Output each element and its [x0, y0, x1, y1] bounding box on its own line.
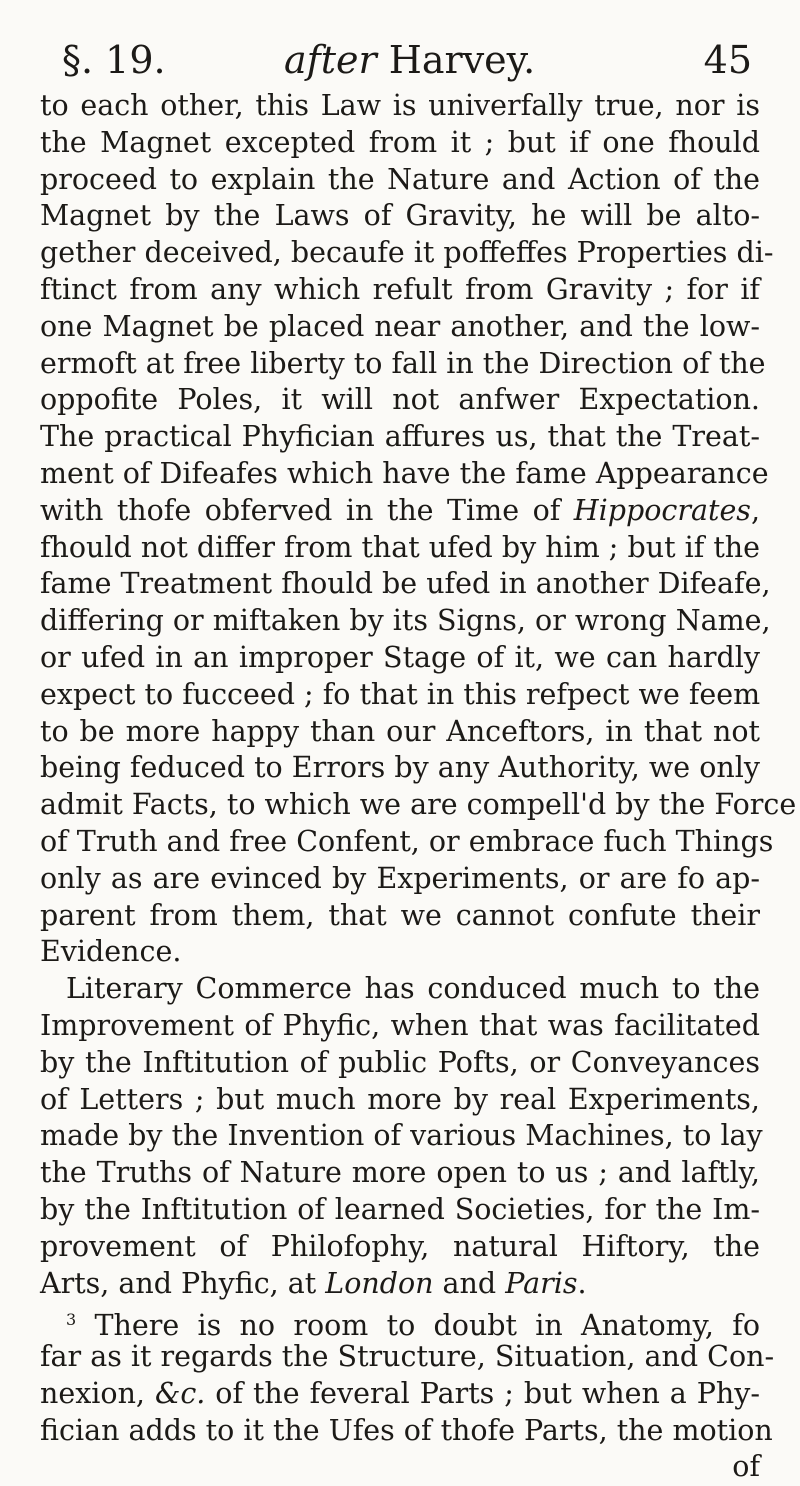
- footnote-marker: 3: [66, 1310, 77, 1330]
- text-line: to each other, this Law is univerfally true, nor is: [40, 89, 760, 122]
- text-line: Improvement of Phyfic, when that was facilitated: [40, 1008, 760, 1042]
- text-line: far as it regards the Structure, Situation, and Con-: [40, 1340, 775, 1374]
- running-title-name: Harvey.: [388, 38, 536, 82]
- text-line: Magnet by the Laws of Gravity, he will be alto-: [40, 199, 760, 233]
- text-line: differing or miftaken by its Signs, or wrong Name,: [40, 604, 771, 638]
- section-number: §. 19.: [62, 38, 166, 82]
- italic-etc: &c.: [154, 1376, 206, 1410]
- line-text: .: [577, 1266, 587, 1300]
- text-line: provement of Philofophy, natural Hiftory, the: [40, 1229, 760, 1263]
- text-line: The practical Phyfician affures us, that the Treat-: [40, 420, 760, 454]
- text-line: the Truths of Nature more open to us ; and laftly,: [40, 1156, 760, 1190]
- text-line: ftinct from any which refult from Gravity ; for if: [40, 272, 760, 306]
- text-line: to be more happy than our Anceftors, in that not: [40, 714, 760, 748]
- text-line: fame Treatment fhould be ufed in another Difeafe,: [40, 567, 771, 601]
- text-line: ermoft at free liberty to fall in the Direction of the: [40, 346, 766, 380]
- text-line: [40, 1266, 760, 1303]
- line-text: Arts, and Phyfic, at: [40, 1266, 326, 1300]
- text-line: of Letters ; but much more by real Experiments,: [40, 1082, 760, 1116]
- text-line: [40, 493, 760, 530]
- text-line: expect to fucceed ; fo that in this refpect we feem: [40, 677, 761, 711]
- text-line: admit Facts, to which we are compell'd by the Force: [40, 788, 797, 822]
- text-line: of Truth and free Confent, or embrace fuch Things: [40, 824, 774, 858]
- text-line: made by the Invention of various Machines, to lay: [40, 1119, 763, 1153]
- line-text: nexion,: [40, 1376, 155, 1410]
- text-line: oppofite Poles, it will not anfwer Expectation.: [40, 383, 760, 417]
- text-line: Evidence.: [40, 935, 182, 969]
- line-text: with thofe obferved in the Time of: [40, 493, 574, 527]
- body-text: [40, 88, 797, 1486]
- text-line: proceed to explain the Nature and Action of the: [40, 162, 760, 196]
- line-text: There is no room to doubt in Anatomy, fo: [94, 1309, 761, 1343]
- text-line: or ufed in an improper Stage of it, we can hardly: [40, 640, 760, 674]
- page-number: 45: [703, 38, 752, 82]
- text-line: fician adds to it the Ufes of thofe Parts, the motion: [40, 1413, 773, 1447]
- italic-place-paris: Paris: [505, 1266, 578, 1300]
- running-title-italic: after: [284, 38, 377, 82]
- running-header: [62, 34, 752, 86]
- text-line: gether deceived, becaufe it poffeffes Properties di-: [40, 236, 774, 270]
- text-line: [40, 1302, 761, 1343]
- text-line: fhould not differ from that ufed by him ; but if the: [40, 530, 760, 564]
- text-line: the Magnet excepted from it ; but if one fhould: [40, 125, 760, 159]
- italic-name-hippocrates: Hippocrates: [573, 493, 751, 527]
- line-text: of the feveral Parts ; but when a Phy-: [205, 1376, 760, 1410]
- text-line: ment of Difeafes which have the fame Appearance: [40, 456, 769, 490]
- text-line: one Magnet be placed near another, and the low-: [40, 309, 760, 343]
- running-title: [284, 34, 535, 86]
- text-line: [40, 1376, 760, 1413]
- text-line: being feduced to Errors by any Authority, we only: [40, 751, 760, 785]
- text-line: by the Inftitution of public Pofts, or Conveyances: [40, 1045, 760, 1079]
- text-line: by the Inftitution of learned Societies, for the Im-: [40, 1192, 760, 1226]
- text-line: Literary Commerce has conduced much to the: [66, 972, 760, 1006]
- line-text: ,: [750, 493, 760, 527]
- catchword: of: [732, 1450, 760, 1484]
- text-line: only as are evinced by Experiments, or are fo ap-: [40, 861, 760, 895]
- line-text: and: [433, 1266, 506, 1300]
- text-line: parent from them, that we cannot confute their: [40, 898, 760, 932]
- italic-place-london: London: [325, 1266, 434, 1300]
